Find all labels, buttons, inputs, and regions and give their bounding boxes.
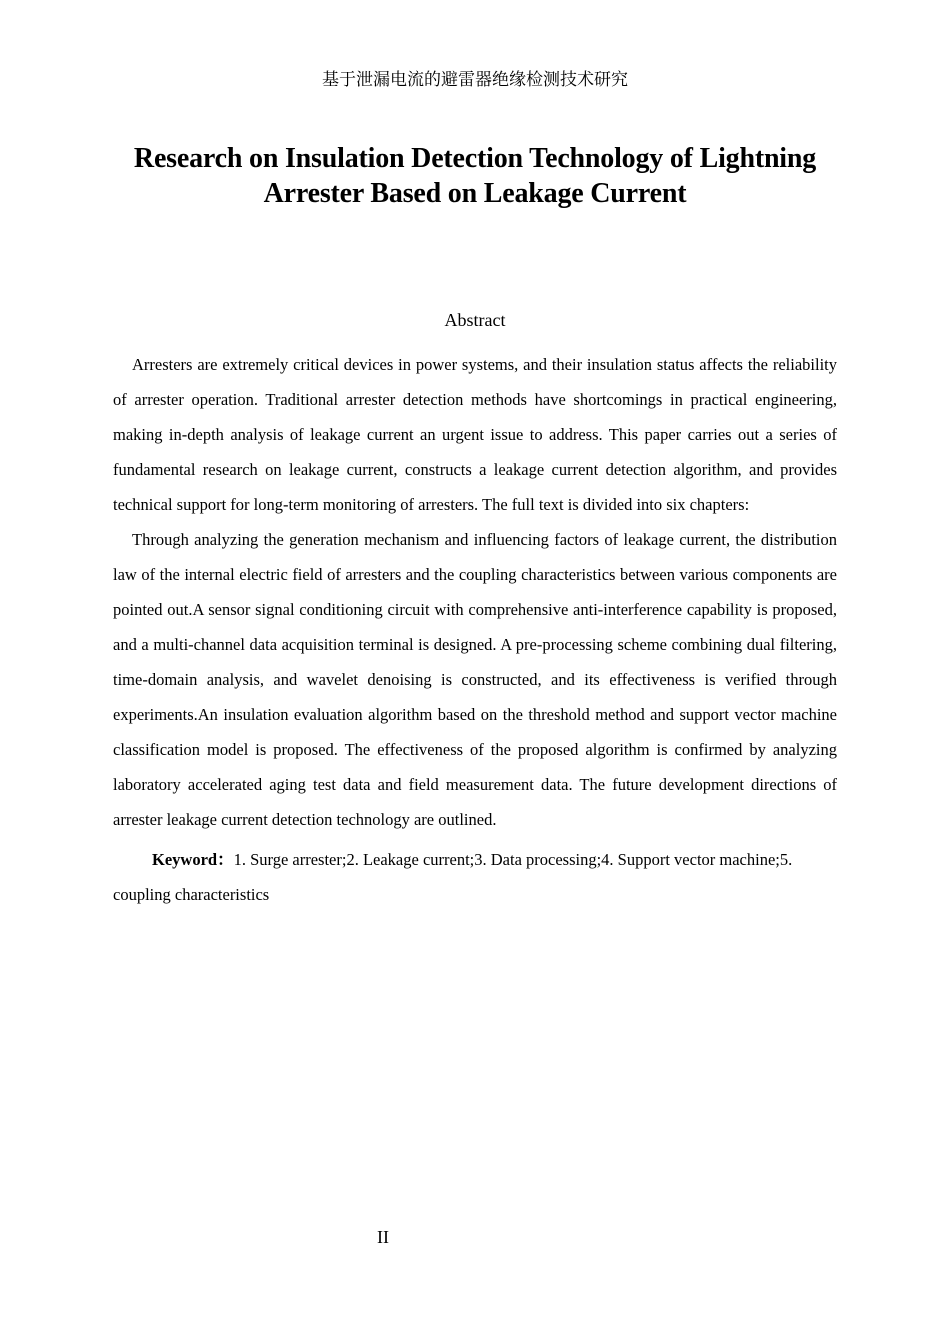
keywords-label: Keyword：	[152, 850, 234, 869]
page-title-line-2: Arrester Based on Leakage Current	[263, 178, 687, 209]
abstract-body	[113, 347, 837, 912]
page-number: II	[377, 1227, 389, 1247]
abstract-paragraph-1: Arresters are extremely critical devices in power systems, and their insulation status affects the reliability of arrester operation. Traditional arrester detection methods have shortcomings in practical engineering, making in-depth analysis of leakage current an urgent issue to address. This paper carries out a series of fundamental research on leakage current, constructs a leakage current detection algorithm, and provides technical support for long-term monitoring of arresters. The full text is divided into six chapters:	[113, 355, 837, 514]
keywords-text: 1. Surge arrester;2. Leakage current;3. Data processing;4. Support vector machine;5. coupling characteristics	[113, 850, 793, 904]
page-title-line-1: Research on Insulation Detection Technology of Lightning	[133, 143, 817, 174]
keywords-line	[113, 842, 837, 912]
abstract-heading: Abstract	[444, 310, 506, 330]
abstract-paragraph-2: Through analyzing the generation mechanism and influencing factors of leakage current, the distribution law of the internal electric field of arresters and the coupling characteristics between various components are pointed out.A sensor signal conditioning circuit with comprehensive anti-interference capability is proposed, and a multi-channel data acquisition terminal is designed. A pre-processing scheme combining dual filtering, time-domain analysis, and wavelet denoising is constructed, and its effectiveness is verified through experiments.An insulation evaluation algorithm based on the threshold method and support vector machine classification model is proposed. The effectiveness of the proposed algorithm is confirmed by analyzing laboratory accelerated aging test data and field measurement data. The future development directions of arrester leakage current detection technology are outlined.	[113, 530, 837, 829]
page-title	[0, 141, 950, 211]
running-header-chinese: 基于泄漏电流的避雷器绝缘检测技术研究	[322, 70, 628, 89]
